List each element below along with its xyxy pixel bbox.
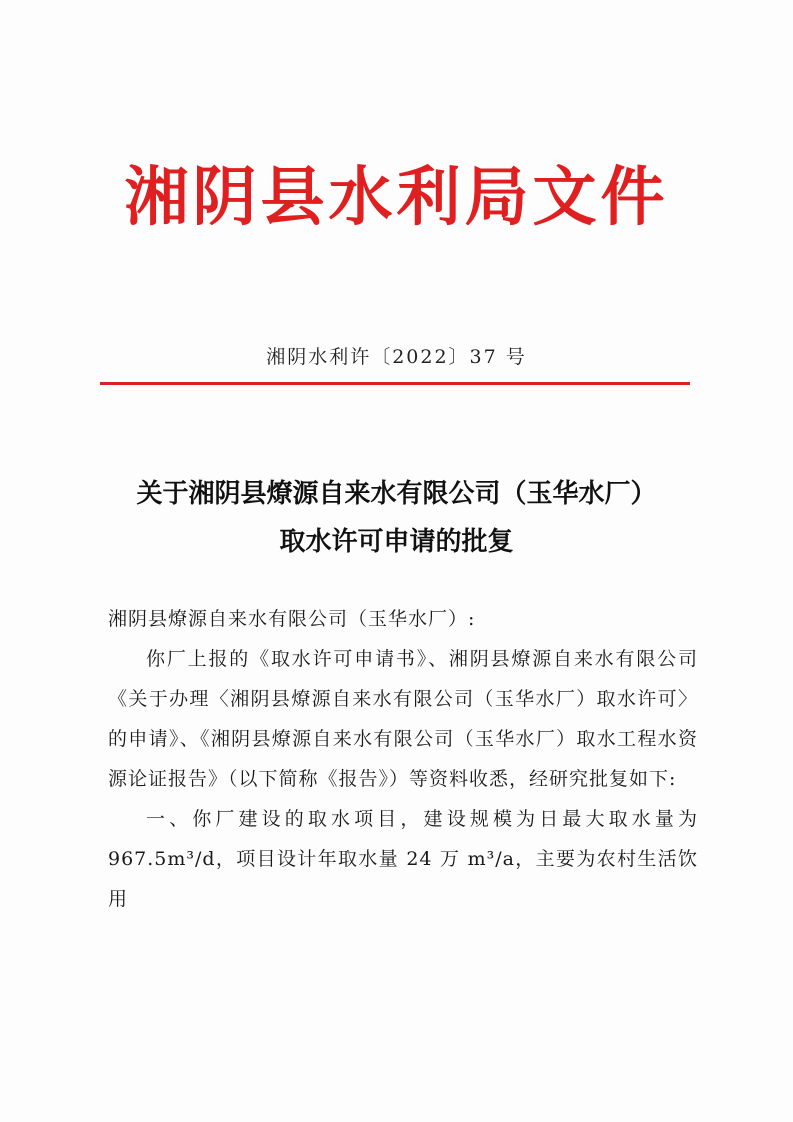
document-subject [60, 470, 733, 566]
red-divider-line [100, 382, 690, 385]
subject-line-2: 取水许可申请的批复 [279, 527, 514, 557]
subject-line-1: 关于湘阴县燎源自来水有限公司（玉华水厂） [136, 479, 657, 509]
document-body [108, 599, 698, 919]
document-number: 湘阴水利许〔2022〕37 号 [266, 346, 527, 368]
body-paragraph-1: 你厂上报的《取水许可申请书》、湘阴县燎源自来水有限公司《关于办理〈湘阴县燎源自来水有限公司（玉华水厂）取水许可〉的申请》、《湘阴县燎源自来水有限公司（玉华水厂）取水工程水资源论证报告》（以下简称《报告》）等资料收悉，经研究批复如下: [108, 648, 698, 790]
body-paragraph-2: 一、你厂建设的取水项目，建设规模为日最大取水量为 967.5m³/d，项目设计年取水量 24 万 m³/a，主要为农村生活饮用 [108, 808, 698, 910]
issuing-organization-title: 湘阴县水利局文件 [124, 160, 669, 235]
salutation: 湘阴县燎源自来水有限公司（玉华水厂）: [108, 608, 476, 630]
